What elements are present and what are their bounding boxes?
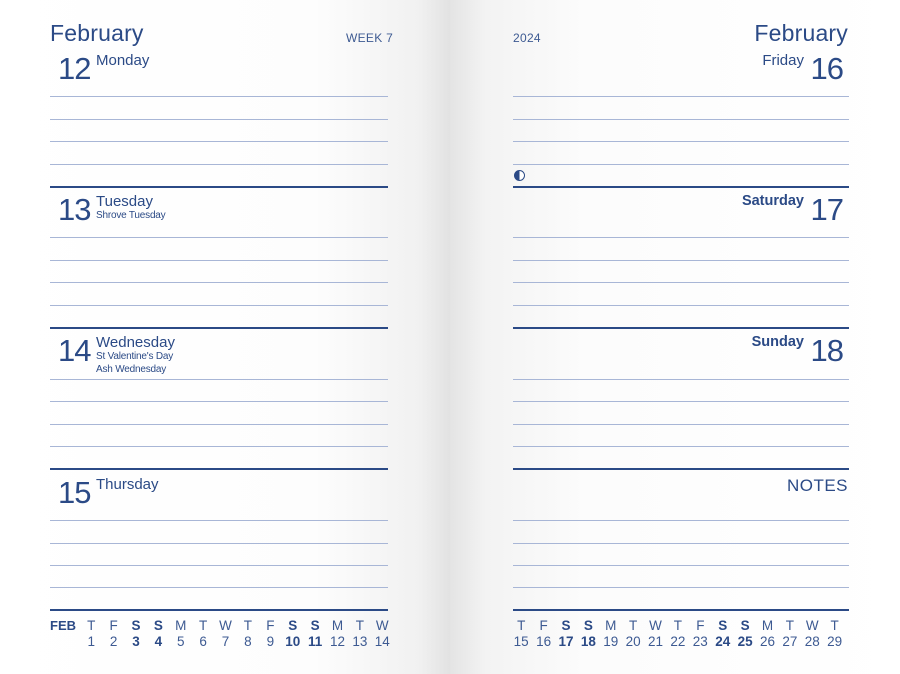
mini-calendar-day bbox=[510, 618, 532, 650]
weekday-letter: M bbox=[605, 618, 617, 633]
mini-calendar-day bbox=[667, 618, 689, 650]
day-name: Sunday bbox=[751, 334, 804, 350]
mini-calendar-day bbox=[644, 618, 666, 650]
mini-calendar-days bbox=[510, 618, 846, 650]
writing-line bbox=[50, 164, 388, 165]
weekday-letter: W bbox=[805, 618, 819, 633]
mini-calendar-days bbox=[80, 618, 393, 650]
date-number: 10 bbox=[285, 634, 301, 649]
date-number: 20 bbox=[625, 634, 641, 649]
weekday-letter: F bbox=[266, 618, 275, 633]
date-number: 7 bbox=[221, 634, 230, 649]
month-title: February bbox=[50, 20, 144, 46]
date-number: 24 bbox=[715, 634, 731, 649]
first-quarter-moon-icon bbox=[514, 170, 525, 181]
weekday-letter: S bbox=[310, 618, 320, 633]
weekday-letter: S bbox=[153, 618, 163, 633]
date-number: 1 bbox=[87, 634, 95, 649]
date-number: 13 bbox=[352, 634, 368, 649]
day-divider bbox=[50, 186, 388, 188]
writing-line bbox=[513, 587, 849, 588]
weekday-letter: T bbox=[199, 618, 208, 633]
mini-calendar-month: FEB bbox=[50, 618, 76, 633]
weekday-letter: S bbox=[583, 618, 593, 633]
writing-line bbox=[50, 446, 388, 447]
mini-calendar-day bbox=[712, 618, 734, 650]
mini-calendar-day bbox=[622, 618, 644, 650]
date-number: 29 bbox=[827, 634, 843, 649]
writing-line bbox=[50, 119, 388, 120]
date-number: 14 bbox=[374, 634, 390, 649]
weekday-letter: W bbox=[375, 618, 389, 633]
day-name: Monday bbox=[96, 52, 150, 69]
weekday-letter: T bbox=[785, 618, 794, 633]
date-number: 17 bbox=[558, 634, 574, 649]
date-number: 11 bbox=[307, 634, 323, 649]
date-number: 22 bbox=[670, 634, 686, 649]
weekday-letter: F bbox=[109, 618, 118, 633]
day-number: 13 bbox=[58, 192, 91, 227]
writing-line bbox=[50, 141, 388, 142]
calendar-divider bbox=[513, 609, 849, 611]
date-number: 25 bbox=[737, 634, 753, 649]
date-number: 6 bbox=[199, 634, 207, 649]
writing-line bbox=[513, 565, 849, 566]
mini-calendar-day bbox=[756, 618, 778, 650]
date-number: 19 bbox=[603, 634, 619, 649]
day-name: Tuesday bbox=[96, 193, 153, 210]
mini-calendar-day bbox=[259, 618, 281, 650]
writing-line bbox=[513, 282, 849, 283]
date-number: 15 bbox=[513, 634, 529, 649]
writing-line bbox=[513, 237, 849, 238]
writing-line bbox=[513, 424, 849, 425]
weekday-letter: T bbox=[87, 618, 96, 633]
date-number: 8 bbox=[244, 634, 252, 649]
year-label: 2024 bbox=[513, 31, 541, 45]
weekday-letter: S bbox=[561, 618, 571, 633]
date-number: 3 bbox=[132, 634, 140, 649]
weekday-letter: M bbox=[331, 618, 344, 633]
day-name: Friday bbox=[762, 52, 804, 69]
writing-line bbox=[513, 543, 849, 544]
day-number: 12 bbox=[58, 51, 91, 86]
weekday-letter: S bbox=[288, 618, 298, 633]
writing-line bbox=[513, 164, 849, 165]
weekday-letter: T bbox=[830, 618, 839, 633]
writing-line bbox=[50, 237, 388, 238]
date-number: 26 bbox=[759, 634, 775, 649]
writing-line bbox=[513, 446, 849, 447]
writing-line bbox=[50, 282, 388, 283]
mini-calendar bbox=[50, 618, 393, 650]
writing-line bbox=[50, 587, 388, 588]
date-number: 23 bbox=[692, 634, 708, 649]
weekday-letter: T bbox=[243, 618, 253, 633]
mini-calendar-day bbox=[600, 618, 622, 650]
weekday-letter: T bbox=[673, 618, 683, 633]
day-name: Saturday bbox=[741, 193, 804, 209]
mini-calendar-day bbox=[734, 618, 756, 650]
week-label: WEEK 7 bbox=[346, 31, 394, 45]
date-number: 27 bbox=[782, 634, 798, 649]
mini-calendar-day bbox=[147, 618, 169, 650]
writing-line bbox=[50, 520, 388, 521]
mini-calendar-day bbox=[779, 618, 801, 650]
holiday-label: Shrove Tuesday bbox=[96, 210, 166, 221]
weekday-letter: M bbox=[761, 618, 774, 633]
writing-line bbox=[50, 379, 388, 380]
writing-line bbox=[513, 401, 849, 402]
writing-line bbox=[513, 119, 849, 120]
weekday-letter: W bbox=[219, 618, 232, 633]
day-number: 14 bbox=[58, 333, 91, 368]
weekday-letter: T bbox=[629, 618, 638, 633]
day-number: 17 bbox=[810, 192, 843, 227]
writing-line bbox=[513, 141, 849, 142]
writing-line bbox=[513, 379, 849, 380]
day-name: Wednesday bbox=[96, 334, 175, 351]
weekday-letter: S bbox=[718, 618, 728, 633]
writing-line bbox=[50, 565, 388, 566]
day-divider bbox=[50, 327, 388, 329]
date-number: 5 bbox=[177, 634, 185, 649]
date-number: 21 bbox=[648, 634, 664, 649]
mini-calendar-day bbox=[125, 618, 147, 650]
day-number: 16 bbox=[810, 51, 843, 86]
right-page bbox=[450, 0, 900, 674]
mini-calendar-day bbox=[304, 618, 326, 650]
day-divider bbox=[50, 468, 388, 470]
mini-calendar-day bbox=[371, 618, 393, 650]
date-number: 9 bbox=[266, 634, 275, 649]
day-divider bbox=[513, 327, 849, 329]
mini-calendar-day bbox=[555, 618, 577, 650]
mini-calendar-day bbox=[192, 618, 214, 650]
day-number: 18 bbox=[810, 333, 843, 368]
calendar-divider bbox=[50, 609, 388, 611]
holiday-label: Ash Wednesday bbox=[96, 364, 167, 375]
date-number: 4 bbox=[154, 634, 163, 649]
day-divider bbox=[513, 468, 849, 470]
writing-line bbox=[50, 96, 388, 97]
writing-line bbox=[50, 543, 388, 544]
mini-calendar-day bbox=[349, 618, 371, 650]
weekday-letter: T bbox=[355, 618, 364, 633]
holiday-label: St Valentine's Day bbox=[96, 351, 174, 362]
mini-calendar-day bbox=[80, 618, 102, 650]
day-name: Thursday bbox=[96, 476, 159, 493]
mini-calendar-day bbox=[577, 618, 599, 650]
mini-calendar-day bbox=[801, 618, 823, 650]
weekday-letter: M bbox=[175, 618, 187, 633]
date-number: 16 bbox=[536, 634, 552, 649]
day-divider bbox=[513, 186, 849, 188]
writing-line bbox=[513, 260, 849, 261]
date-number: 28 bbox=[804, 634, 820, 649]
mini-calendar-day bbox=[689, 618, 711, 650]
writing-line bbox=[50, 260, 388, 261]
date-number: 18 bbox=[580, 634, 596, 649]
weekday-letter: W bbox=[649, 618, 662, 633]
writing-line bbox=[50, 424, 388, 425]
mini-calendar-day bbox=[282, 618, 304, 650]
date-number: 2 bbox=[109, 634, 118, 649]
mini-calendar-day bbox=[102, 618, 124, 650]
day-number: 15 bbox=[58, 475, 91, 510]
notes-heading: NOTES bbox=[786, 476, 848, 495]
writing-line bbox=[513, 305, 849, 306]
mini-calendar-day bbox=[237, 618, 259, 650]
mini-calendar-day bbox=[823, 618, 845, 650]
weekday-letter: T bbox=[517, 618, 526, 633]
mini-calendar-day bbox=[170, 618, 192, 650]
writing-line bbox=[50, 305, 388, 306]
mini-calendar-day bbox=[214, 618, 236, 650]
writing-line bbox=[50, 401, 388, 402]
mini-calendar-day bbox=[326, 618, 348, 650]
weekday-letter: S bbox=[740, 618, 750, 633]
weekday-letter: F bbox=[539, 618, 548, 633]
writing-line bbox=[513, 96, 849, 97]
mini-calendar-day bbox=[532, 618, 554, 650]
weekday-letter: S bbox=[131, 618, 141, 633]
date-number: 12 bbox=[329, 634, 345, 649]
mini-calendar bbox=[510, 618, 846, 650]
writing-line bbox=[513, 520, 849, 521]
month-title: February bbox=[754, 20, 848, 46]
weekday-letter: F bbox=[696, 618, 705, 633]
